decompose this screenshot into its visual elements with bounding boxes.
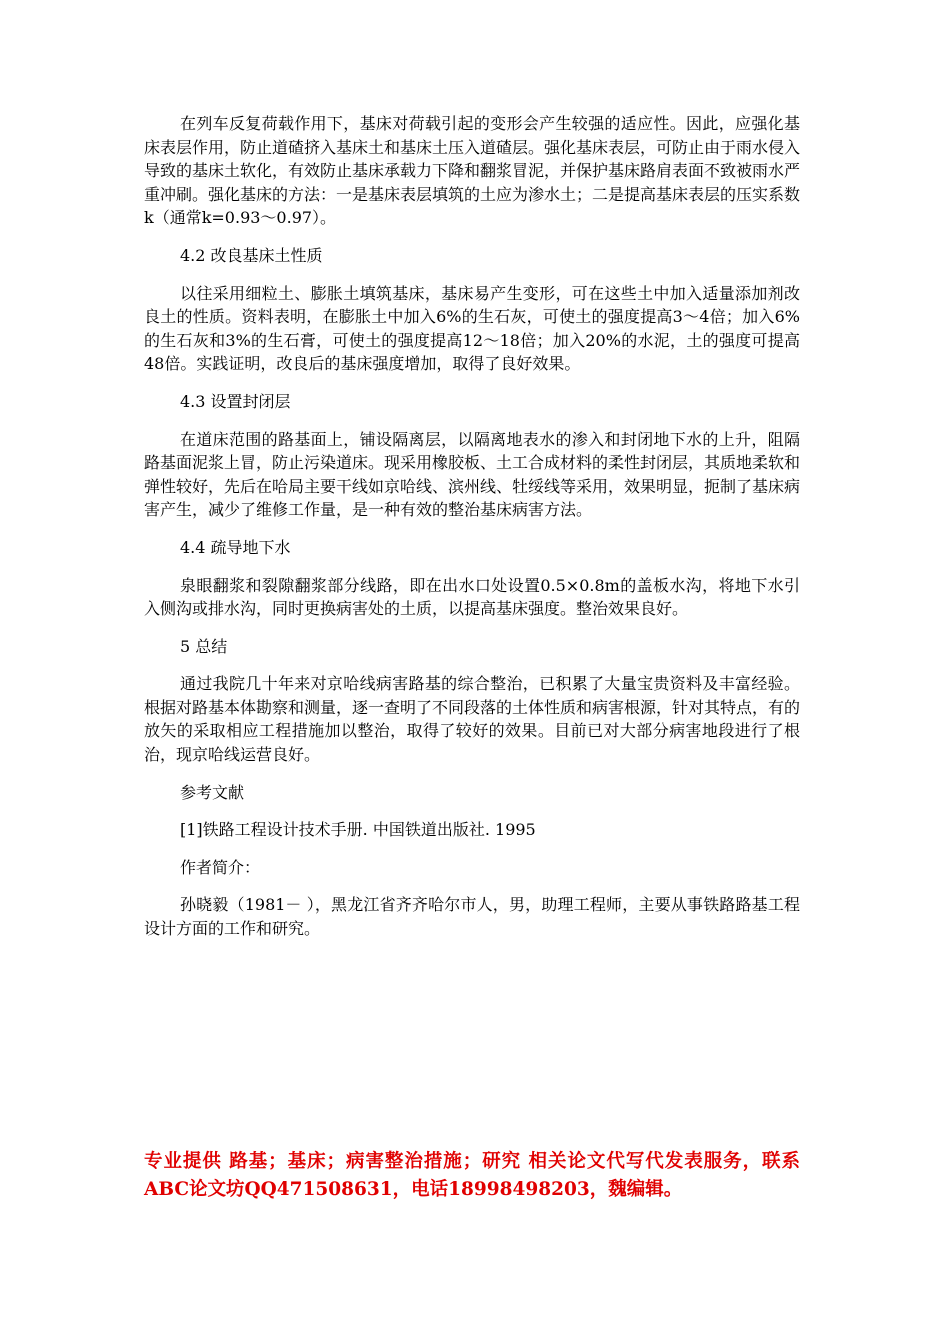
author-intro-title: 作者简介：	[180, 857, 261, 877]
promo-notice: 专业提供 路基；基床；病害整治措施；研究 相关论文代写代发表服务，联系ABC论文坊QQ471508631，电话18998498203，魏编辑。	[144, 1151, 800, 1200]
paragraph-groundwater-drainage: 泉眼翻浆和裂隙翻浆部分线路，即在出水口处设置0.5×0.8m的盖板水沟，将地下水引入侧沟或排水沟，同时更换病害处的土质，以提高基床强度。整治效果良好。	[144, 575, 800, 619]
document-body	[144, 112, 800, 941]
paragraph-soil-improvement: 以往采用细粒土、膨胀土填筑基床，基床易产生变形，可在这些土中加入适量添加剂改良土的性质。资料表明，在膨胀土中加入6%的生石灰，可使土的强度提高3～4倍；加入6%的生石灰和3%的生石膏，可使土的强度提高12～18倍；加入20%的水泥，土的强度可提高48倍。实践证明，改良后的基床强度增加，取得了良好效果。	[144, 283, 800, 374]
section-heading-4-2: 4.2 改良基床土性质	[180, 245, 323, 265]
references-title: 参考文献	[180, 782, 245, 802]
paragraph-summary: 通过我院几十年来对京哈线病害路基的综合整治，已积累了大量宝贵资料及丰富经验。根据对路基本体勘察和测量，逐一查明了不同段落的土体性质和病害根源，针对其特点，有的放矢的采取相应工程措施加以整治，取得了较好的效果。目前已对大部分病害地段进行了根治，现京哈线运营良好。	[144, 674, 801, 765]
section-heading-4-3: 4.3 设置封闭层	[180, 391, 291, 411]
reference-item: [1]铁路工程设计技术手册. 中国铁道出版社. 1995	[180, 820, 536, 840]
section-heading-5: 5 总结	[180, 636, 228, 656]
section-heading-4-4: 4.4 疏导地下水	[180, 537, 291, 557]
paragraph-base-strengthening: 在列车反复荷载作用下，基床对荷载引起的变形会产生较强的适应性。因此，应强化基床表层作用，防止道碴挤入基床土和基床土压入道碴层。强化基床表层，可防止由于雨水侵入导致的基床土软化，有效防止基床承载力下降和翻浆冒泥，并保护基床路肩表面不致被雨水严重冲刷。强化基床的方法：一是基床表层填筑的土应为渗水土；二是提高基床表层的压实系数k（通常k=0.93～0.97）。	[144, 114, 801, 228]
paragraph-sealing-layer: 在道床范围的路基面上，铺设隔离层，以隔离地表水的渗入和封闭地下水的上升，阻隔路基面泥浆上冒，防止污染道床。现采用橡胶板、土工合成材料的柔性封闭层，其质地柔软和弹性较好，先后在哈局主要干线如京哈线、滨州线、牡绥线等采用，效果明显，扼制了基床病害产生，减少了维修工作量，是一种有效的整治基床病害方法。	[144, 429, 801, 520]
author-intro: 孙晓毅（1981－ ），黑龙江省齐齐哈尔市人，男，助理工程师，主要从事铁路路基工程设计方面的工作和研究。	[144, 895, 800, 939]
